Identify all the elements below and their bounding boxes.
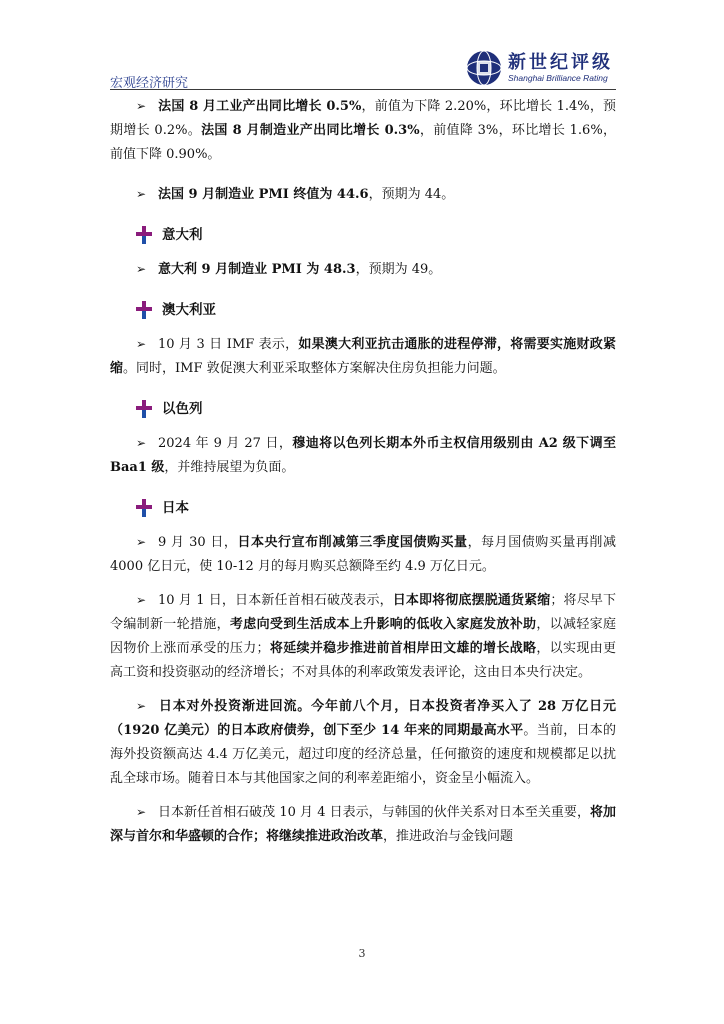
arrow-bullet-icon: ➢: [136, 699, 147, 713]
heading-text: 意大利: [162, 227, 203, 243]
body-text: ，预期为 49。: [355, 262, 442, 277]
body-text: 10 月 1 日，日本新任首相石破茂表示，: [158, 593, 393, 608]
bold-text: 穆迪将以色列长期本外币主权信用级别由 A2 级下调至 Baa1 级: [110, 436, 617, 475]
bold-text: 日本即将彻底摆脱通货紧缩: [392, 593, 551, 608]
bold-text: 法国 8 月工业产出同比增长 0.5%: [158, 99, 362, 114]
body-text: ，以实现由更高工资和投资驱动的经济增长；不对具体的利率政策发表评论，这由日本央行决定。: [110, 641, 616, 680]
arrow-bullet-icon: ➢: [136, 593, 147, 607]
paragraph-japan-boj: [110, 530, 616, 579]
body-text: ，以减轻家庭因物价上涨而承受的压力；: [110, 617, 616, 656]
heading-japan: [110, 495, 616, 521]
arrow-bullet-icon: ➢: [136, 436, 147, 450]
cross-bullet-icon: [136, 226, 152, 244]
body-text: 2024 年 9 月 27 日，: [158, 436, 293, 451]
body-text: 10 月 3 日 IMF 表示，: [158, 337, 299, 352]
arrow-bullet-icon: ➢: [136, 99, 147, 113]
bold-text: 法国 8 月制造业产出同比增长 0.3%: [201, 123, 420, 138]
body-text: ，每月国债购买量再削减 4000 亿日元，使 10-12 月的每月购买总额降至约 4.9 万亿日元。: [110, 535, 616, 574]
page-number: 3: [358, 947, 366, 960]
body-text: 。当前，日本的海外投资额高达 4.4 万亿美元，超过印度的经济总量，任何撤资的速度和规模都足以扰乱全球市场。随着日本与其他国家之间的利率差距缩小，资金呈小幅流入。: [110, 723, 616, 786]
body-text: ，前值降 3%，环比增长 1.6%，前值下降 0.90%。: [110, 123, 617, 162]
bold-text: 日本央行宣布削减第三季度国债购买量: [237, 535, 468, 550]
paragraph-australia-imf: [110, 332, 616, 381]
heading-israel: [110, 396, 616, 422]
bold-text: 意大利 9 月制造业 PMI 为 48.3: [158, 262, 356, 277]
bold-text: 考虑向受到生活成本上升影响的低收入家庭发放补助: [229, 617, 537, 632]
bold-text: 如果澳大利亚抗击通胀的进程停滞，将需要实施财政紧缩: [110, 337, 616, 376]
arrow-bullet-icon: ➢: [136, 187, 147, 201]
arrow-bullet-icon: ➢: [136, 805, 147, 819]
cross-bullet-icon: [136, 400, 152, 418]
bold-text: 法国 9 月制造业 PMI 终值为 44.6: [158, 187, 369, 202]
logo-english-name: Shanghai Brilliance Rating: [508, 73, 608, 83]
globe-logo-icon: [466, 50, 502, 86]
header-rule: [110, 89, 616, 90]
body-text: ，预期为 44。: [368, 187, 455, 202]
heading-australia: [110, 297, 616, 323]
heading-text: 日本: [162, 500, 189, 516]
heading-text: 以色列: [162, 401, 203, 417]
report-body: [110, 94, 616, 849]
section-label: 宏观经济研究: [110, 76, 189, 91]
bold-text: 将延续并稳步推进前首相岸田文雄的增长战略: [269, 641, 537, 656]
arrow-bullet-icon: ➢: [136, 262, 147, 276]
body-text: ，并维持展望为负面。: [164, 460, 295, 475]
body-text: 日本新任首相石破茂 10 月 4 日表示，与韩国的伙伴关系对日本至关重要，: [158, 805, 590, 820]
heading-italy: [110, 222, 616, 248]
body-text: ；将尽早下令编制新一轮措施，: [110, 593, 616, 632]
paragraph-japan-pm-deflation: [110, 588, 616, 685]
paragraph-italy-pmi: [110, 257, 616, 282]
body-text: ，推进政治与金钱问题: [383, 829, 514, 844]
arrow-bullet-icon: ➢: [136, 337, 147, 351]
bold-text: 将加深与首尔和华盛顿的合作；将继续推进政治改革: [110, 805, 616, 844]
paragraph-japan-korea-partnership: [110, 800, 616, 849]
paragraph-france-industrial-output: [110, 94, 616, 167]
paragraph-israel-moodys: [110, 431, 616, 480]
paragraph-france-pmi: [110, 182, 616, 207]
page-header: [110, 44, 616, 92]
logo-chinese-name: 新世纪评级: [508, 52, 613, 73]
cross-bullet-icon: [136, 499, 152, 517]
brand-logo: [466, 44, 616, 88]
heading-text: 澳大利亚: [162, 302, 216, 318]
body-text: 。同时，IMF 敦促澳大利亚采取整体方案解决住房负担能力问题。: [123, 361, 506, 376]
cross-bullet-icon: [136, 301, 152, 319]
bold-text: 日本对外投资渐进回流。今年前八个月，日本投资者净买入了 28 万亿日元（1920 亿美元）的日本政府债券，创下至少 14 年来的同期最高水平: [110, 699, 616, 738]
body-text: ，前值为下降 2.20%，环比增长 1.4%，预期增长 0.2%。: [110, 99, 617, 138]
body-text: 9 月 30 日，: [158, 535, 238, 550]
paragraph-japan-capital-flows: [110, 694, 616, 791]
arrow-bullet-icon: ➢: [136, 535, 147, 549]
